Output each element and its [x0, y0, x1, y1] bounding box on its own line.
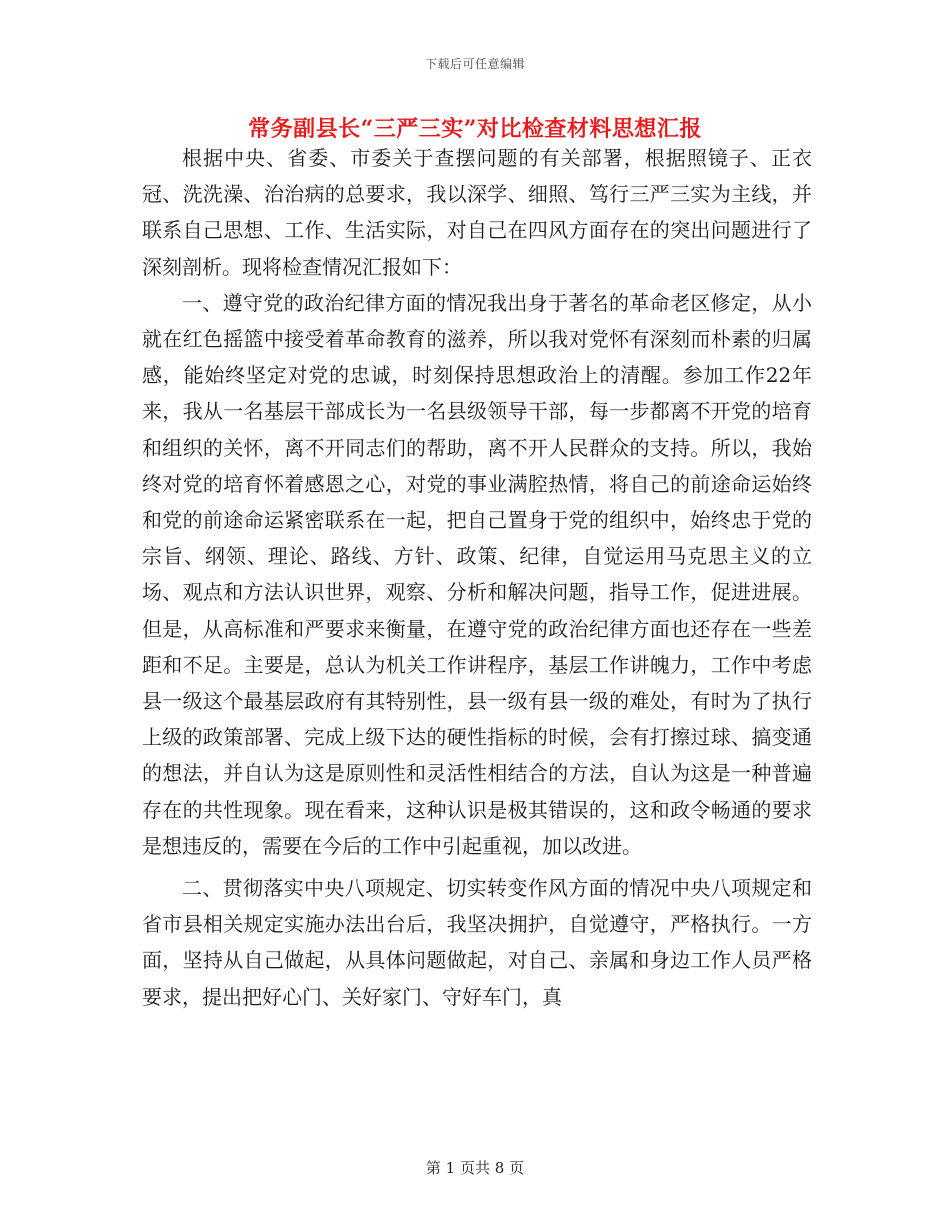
document-title: 常务副县长“三严三实”对比检查材料思想汇报 — [248, 116, 702, 142]
paragraph-section-2: 二、贯彻落实中央八项规定、切实转变作风方面的情况中央八项规定和省市县相关规定实施办法出台后，我坚决拥护，自觉遵守，严格执行。一方面，坚持从自己做起，从具体问题做起，对自己、亲属和身边工作人员严格要求，提出把好心门、关好家门、守好车门，真 — [142, 876, 812, 1009]
header-note: 下载后可任意编辑 — [424, 57, 525, 71]
document-body — [142, 140, 812, 1015]
page-number: 第 1 页共 8 页 — [425, 1159, 525, 1177]
paragraph-section-1: 一、遵守党的政治纪律方面的情况我出身于著名的革命老区修定，从小就在红色摇篮中接受着革命教育的滋养，所以我对党怀有深刻而朴素的归属感，能始终坚定对党的忠诚，时刻保持思想政治上的清醒。参加工作22年来，我从一名基层干部成长为一名县级领导干部，每一步都离不开党的培育和组织的关怀，离不开同志们的帮助，离不开人民群众的支持。所以，我始终对党的培育怀着感恩之心，对党的事业满腔热情，将自己的前途命运始终和党的前途命运紧密联系在一起，把自己置身于党的组织中，始终忠于党的宗旨、纲领、理论、路线、方针、政策、纪律，自觉运用马克思主义的立场、观点和方法认识世界，观察、分析和解决问题，指导工作，促进进展。但是，从高标准和严要求来衡量，在遵守党的政治纪律方面也还存在一些差距和不足。主要是，总认为机关工作讲程序，基层工作讲魄力，工作中考虑县一级这个最基层政府有其特别性，县一级有县一级的难处，有时为了执行上级的政策部署、完成上级下达的硬性指标的时候，会有打擦过球、搞变通的想法，并自认为这是原则性和灵活性相结合的方法，自认为这是一种普遍存在的共性现象。现在看来，这种认识是极其错误的，这和政令畅通的要求是想违反的，需要在今后的工作中引起重视，加以改进。 — [142, 290, 812, 858]
paragraph-intro: 根据中央、省委、市委关于查摆问题的有关部署，根据照镜子、正衣冠、洗洗澡、治治病的总要求，我以深学、细照、笃行三严三实为主线，并联系自己思想、工作、生活实际，对自己在四风方面存在的突出问题进行了深刻剖析。现将检查情况汇报如下： — [142, 146, 812, 279]
